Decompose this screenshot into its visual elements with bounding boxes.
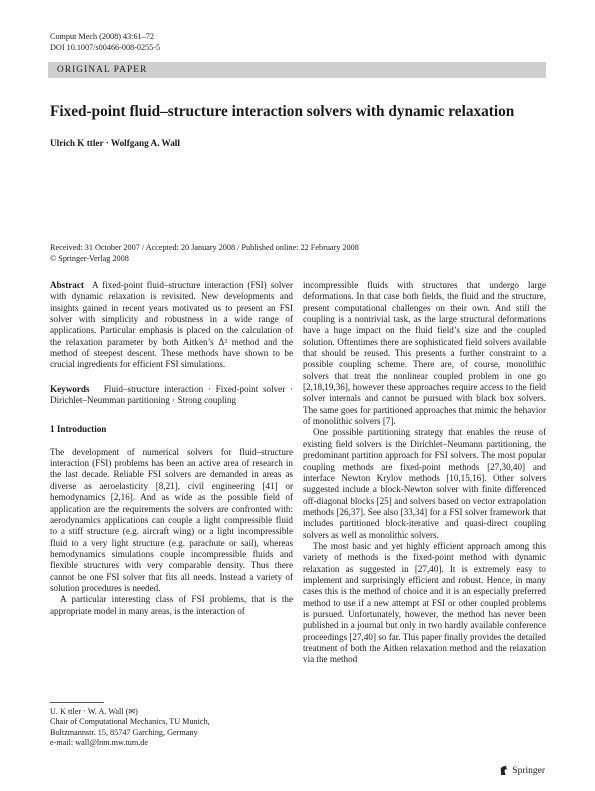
- affiliation-authors: U. K ttler · W. A. Wall (✉): [50, 707, 138, 716]
- right-paragraph-2: One possible partitioning strategy that enables the reuse of existing field solvers is the Dirichlet–Neumann partitioning, the predominant partition approach for FSI solvers. The most popular coupling methods are fixed-point methods [27,30,40] and interface Newton Krylov methods [10,15,16]. Other solvers suggested include a block-Newton solver with finite differenced off-diagonal blocks [25] and solvers based on vector extrapolation methods [26,37]. See also [33,34] for a FSI solver framework that includes partitioned block-iterative and quasi-direct coupling solvers as well as monolithic solvers.: [303, 427, 546, 540]
- affiliation-chair: Chair of Computational Mechanics, TU Munich,: [50, 717, 210, 727]
- right-paragraph-1: incompressible fluids with structures that undergo large deformations. In that case both fields, the fluid and the structure, present computational challenges on their own. And still the coupling is a nontrivial task, as the large structural deformations have a huge impact on the fluid field’s size and the coupled solution. Oftentimes there are sophisticated field solvers available that should be reused. This presents a further constraint to a possible coupling scheme. There are, of course, monolithic solvers that treat the nonlinear coupled problem in one go [2,18,19,36], however these approaches require access to the field solver internals and cannot be pursued with black box solvers. The same goes for partitioned approaches that mimic the behavior of monolithic solvers [7].: [303, 280, 546, 427]
- right-paragraph-3: The most basic and yet highly efficient approach among this variety of methods is the fixed-point method with dynamic relaxation as suggested in [27,40]. It is extremely easy to implement and surprisingly efficient and robust. Hence, in many cases this is the method of choice and it is an especially preferred method to use if a new attempt at FSI or other coupled problems is pursued. Unfortunately, however, the method has never been published in a journal but only in two hardly available conference proceedings [27,40] so far. This paper finally provides the detailed treatment of both the Aitken relaxation method and the relaxation via the method: [303, 540, 546, 665]
- paper-title: Fixed-point fluid–structure interaction solvers with dynamic relaxation: [50, 103, 515, 120]
- keywords-text: Fluid–structure interaction · Fixed-point solver · Dirichlet–Neumman partitioning · Strong coupling: [50, 383, 294, 406]
- springer-horse-icon: [499, 765, 508, 776]
- doi: DOI 10.1007/s00466-008-0255-5: [50, 42, 161, 52]
- intro-paragraph-1: The development of numerical solvers for fluid–structure interaction (FSI) problems has been an active area of research in the last decade. Reliable FSI solvers are demanded in areas as diverse as aeroelasticity [8,21], civil engineering [41] or hemodynamics [2,16]. And as wide as the possible field of application are the requirements the solvers are confronted with: aerodynamics applications can couple a light compressible fluid to a stiff structure (e.g. aircraft wing) or a light incompressible fluid to a very light structure (e.g. parachute or sail), whereas hemodynamics simulations couple incompressible fluids and flexible structures with very comparable density. Thus there cannot be one FSI solver that fits all needs. Instead a variety of solution procedures is needed.: [50, 446, 293, 593]
- keywords: [50, 384, 293, 407]
- running-header: [50, 32, 160, 53]
- affiliation: [50, 707, 210, 749]
- journal-citation: Comput Mech (2008) 43:61–72: [50, 32, 154, 41]
- section-heading: 1 Introduction: [50, 424, 107, 435]
- right-column: [303, 280, 546, 666]
- author-list: Ulrich K ttler · Wolfgang A. Wall: [50, 138, 180, 148]
- publisher-name: Springer: [512, 765, 545, 776]
- publication-dates: [50, 243, 359, 264]
- affiliation-email: e-mail: wall@lnm.mw.tum.de: [50, 738, 148, 748]
- publisher-logo: [499, 765, 545, 776]
- dates-line: Received: 31 October 2007 / Accepted: 20 January 2008 / Published online: 22 February 2008: [50, 243, 359, 252]
- left-column: [50, 280, 293, 617]
- category-band: [48, 62, 546, 78]
- footnote-rule: [50, 702, 104, 703]
- category-label: ORIGINAL PAPER: [57, 65, 148, 75]
- affiliation-address: Boltzmannstr. 15, 85747 Garching, Germany: [50, 727, 198, 737]
- copyright: © Springer-Verlag 2008: [50, 253, 129, 263]
- abstract: [50, 280, 293, 371]
- abstract-label: Abstract: [50, 280, 84, 290]
- keywords-label: Keywords: [50, 383, 90, 394]
- abstract-text: A fixed-point fluid–structure interaction (FSI) solver with dynamic relaxation is revisited. New developments and insights gained in recent years motivated us to present an FSI solver with simplicity and robustness in a wide range of applications. Particular emphasis is placed on the calculation of the relaxation parameter by both Aitken’s Δ² method and the method of steepest descent. These methods have shown to be crucial ingredients for efficient FSI simulations.: [50, 280, 294, 370]
- intro-paragraph-2: A particular interesting class of FSI problems, that is the appropriate model in many areas, is the interaction of: [50, 594, 293, 616]
